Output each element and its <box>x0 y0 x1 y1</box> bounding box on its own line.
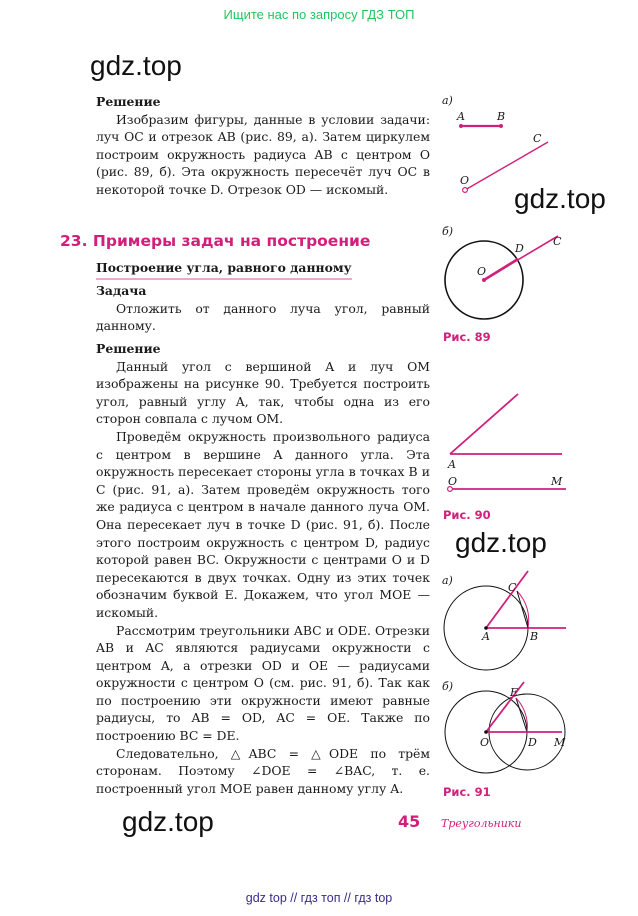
page-number: 45 <box>398 812 421 831</box>
figure-89b <box>438 222 568 327</box>
label-m: M <box>551 475 563 488</box>
point-o <box>482 278 486 282</box>
solution-text: Изобразим фигуры, данные в условии задачи: луч OC и отрезок AB (рис. 89, а). Затем циркулем построим окружность радиуса AB с центром O (рис. 89, б). Эта окружность пересечёт луч OC в некоторой точке D. Отрезок OD — искомый. <box>96 111 430 197</box>
figure-caption: Рис. 91 <box>443 785 491 799</box>
label-c: C <box>553 235 562 248</box>
fig91a-part-label: а) <box>442 574 453 587</box>
label-d: D <box>515 242 524 255</box>
point-a <box>459 124 463 128</box>
figure-91b <box>438 676 573 784</box>
point-o <box>484 730 488 734</box>
figure-caption: Рис. 90 <box>443 508 491 522</box>
figure-89a <box>438 90 563 200</box>
solution-paragraph: Проведём окружность произвольного радиуса с центром в вершине A данного угла. Эта окружность пересекает стороны угла в точках B и C (рис. 91, а). Затем проведём окружность того же радиуса с центром в начале данного луча OM. Она пересекает луч в точке D (рис. 91, б). После этого построим окружность с центром D, радиус которой равен BC. Окружности с центрами O и D пересекаются в двух точках. Одну из этих точек обозначим буквой E. Докажем, что угол MOE — искомый. <box>96 428 430 620</box>
solution-paragraph: Данный угол с вершиной A и луч OM изображены на рисунке 90. Требуется построить угол, равный углу A, так, чтобы одна из его сторон совпала с лучом OM. <box>96 358 430 427</box>
figure-caption: Рис. 89 <box>443 330 491 344</box>
running-head: Треугольники <box>441 817 522 830</box>
watermark: gdz.top <box>90 50 182 81</box>
task-text: Отложить от данного луча угол, равный данному. <box>96 300 430 334</box>
label-d: D <box>528 736 537 749</box>
fig91b-part-label: б) <box>442 680 454 693</box>
label-a: A <box>482 630 490 643</box>
angle-side <box>486 571 528 628</box>
figure-90 <box>438 388 573 498</box>
watermark: gdz.top <box>122 806 214 837</box>
subsection-heading: Построение угла, равного данному <box>96 260 352 280</box>
label-o: O <box>460 174 470 187</box>
label-m: M <box>554 736 566 749</box>
footer-links[interactable]: gdz top // гдз топ // гдз top <box>245 891 393 905</box>
solution-2 <box>96 340 430 797</box>
section-heading <box>60 232 370 250</box>
fig89a-part-label: а) <box>442 94 453 107</box>
label-o: O <box>477 265 487 278</box>
angle-side <box>450 394 518 454</box>
task <box>96 282 430 335</box>
label-b: B <box>530 630 539 643</box>
point-o <box>463 188 468 193</box>
segment-bc <box>517 591 528 628</box>
label-a: A <box>448 458 456 471</box>
watermark: gdz.top <box>514 183 606 214</box>
label-c: C <box>508 581 517 594</box>
solution-paragraph: Следовательно, △ABC = △ODE по трём сторонам. Поэтому ∠DOE = ∠BAC, т. е. построенный угол MOE равен данному углу A. <box>96 745 430 796</box>
task-heading: Задача <box>96 283 147 298</box>
label-o: O <box>480 736 490 749</box>
fig89b-part-label: б) <box>442 225 454 238</box>
section-title: Примеры задач на построение <box>92 232 371 250</box>
label-e: E <box>510 686 519 699</box>
top-banner[interactable]: Ищите нас по запросу ГДЗ ТОП <box>223 7 415 22</box>
segment-de <box>516 698 527 732</box>
figure-91a <box>438 570 573 682</box>
solution-heading: Решение <box>96 341 161 356</box>
point-b <box>499 124 503 128</box>
label-c: C <box>533 132 542 145</box>
ray-oc <box>465 142 548 190</box>
solution-paragraph: Рассмотрим треугольники ABC и ODE. Отрезки AB и AC являются радиусами окружности с центром A, а отрезки OD и OE — радиусами окружности с центром O (см. рис. 91, б). Так как по построению эти окружности имеют равные радиусы, то AB = OD, AC = OE. Также по построению BC = DE. <box>96 622 430 744</box>
label-b: B <box>497 110 506 123</box>
solution-1 <box>96 93 430 199</box>
label-a: A <box>457 110 465 123</box>
segment-od <box>484 259 518 280</box>
label-o: O <box>448 475 458 488</box>
section-number: 23. <box>60 232 88 250</box>
watermark: gdz.top <box>455 527 547 558</box>
solution-heading: Решение <box>96 94 161 109</box>
